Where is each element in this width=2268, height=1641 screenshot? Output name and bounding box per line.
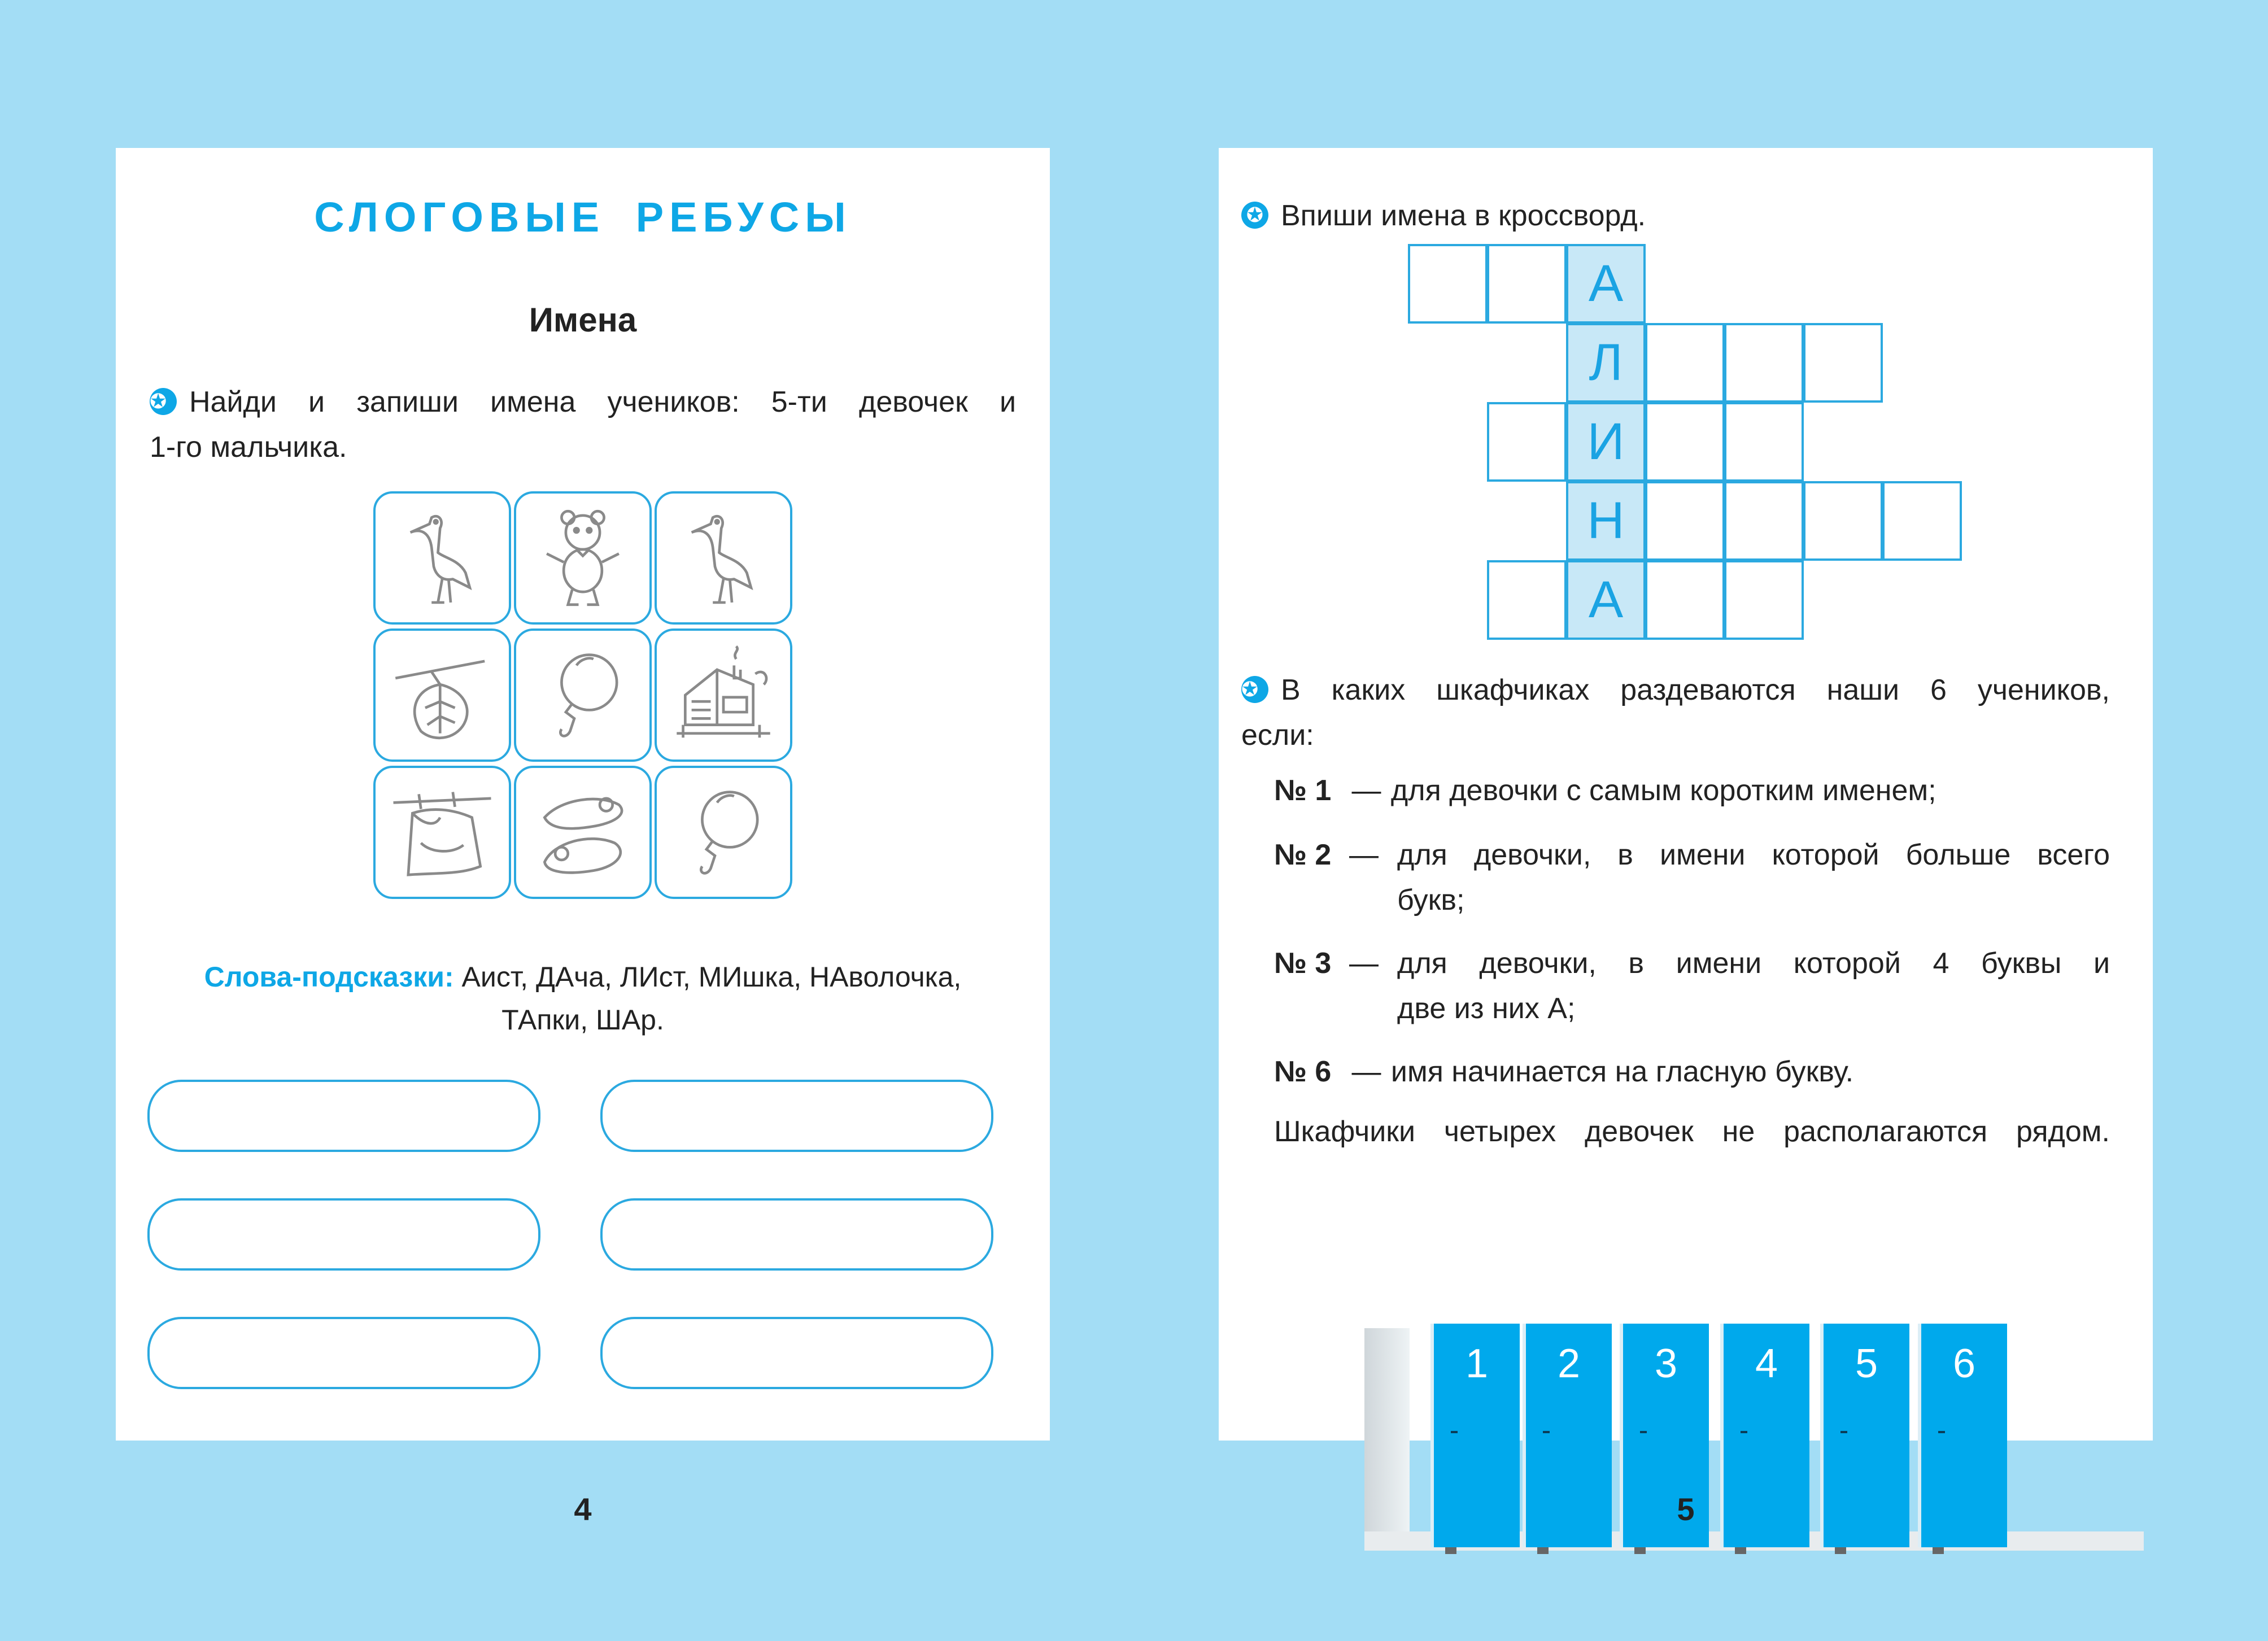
answer-field[interactable] bbox=[600, 1317, 993, 1389]
locker-1[interactable]: 1 bbox=[1430, 1324, 1520, 1547]
crossword-cell[interactable] bbox=[1645, 323, 1725, 403]
locker-note: Шкафчики четырех девочек не располагаются рядом. bbox=[1274, 1115, 2110, 1148]
answer-field[interactable] bbox=[147, 1080, 540, 1152]
page-number: 4 bbox=[574, 1491, 592, 1527]
page-title: СЛОГОВЫЕ РЕБУСЫ bbox=[314, 194, 852, 241]
pillowcase-icon bbox=[373, 766, 511, 899]
crossword-key-cell: И bbox=[1566, 402, 1646, 482]
crossword-cell[interactable] bbox=[1645, 560, 1725, 640]
teddy-bear-icon bbox=[514, 491, 652, 625]
locker-6[interactable]: 6 bbox=[1918, 1324, 2007, 1547]
crossword-cell[interactable] bbox=[1882, 481, 1962, 561]
balloon-icon bbox=[514, 629, 652, 762]
answer-field[interactable] bbox=[147, 1198, 540, 1271]
crossword-cell[interactable] bbox=[1487, 244, 1567, 324]
leaf-icon bbox=[373, 629, 511, 762]
rule-2: № 2 — для девочки, в имени которой больше всего букв; bbox=[1274, 839, 2110, 916]
hint-words: Слова-подсказки: Аист, ДАча, ЛИст, МИшка, НАволочка, ТАпки, ШАр. bbox=[204, 961, 962, 1036]
crossword-cell[interactable] bbox=[1487, 560, 1567, 640]
stork-icon bbox=[373, 491, 511, 625]
crossword-cell[interactable] bbox=[1645, 402, 1725, 482]
locker-4[interactable]: 4 bbox=[1720, 1324, 1809, 1547]
locker-task: ✪ В каких шкафчиках раздеваются наши 6 учеников, если: bbox=[1241, 674, 2110, 752]
locker-3[interactable]: 3 bbox=[1620, 1324, 1709, 1547]
locker-handle-icon bbox=[1938, 1431, 1945, 1433]
answer-field[interactable] bbox=[600, 1198, 993, 1271]
star-icon: ✪ bbox=[1241, 202, 1268, 229]
answer-field[interactable] bbox=[147, 1317, 540, 1389]
rule-1: № 1 — для девочки с самым коротким именем; bbox=[1274, 774, 1936, 807]
locker-5[interactable]: 5 bbox=[1820, 1324, 1909, 1547]
balloon-icon bbox=[655, 766, 792, 899]
crossword-key-cell: А bbox=[1566, 560, 1646, 640]
crossword-cell[interactable] bbox=[1645, 481, 1725, 561]
crossword-task: ✪ Впиши имена в кроссворд. bbox=[1241, 193, 1646, 238]
answer-field[interactable] bbox=[600, 1080, 993, 1152]
crossword-cell[interactable] bbox=[1724, 323, 1804, 403]
rebus-grid bbox=[373, 491, 792, 899]
star-icon: ✪ bbox=[1241, 676, 1268, 703]
right-page bbox=[1219, 148, 2153, 1441]
locker-handle-icon bbox=[1543, 1431, 1550, 1433]
crossword-key-cell: А bbox=[1566, 244, 1646, 324]
crossword-key-cell: Л bbox=[1566, 323, 1646, 403]
crossword-grid bbox=[1408, 244, 2046, 645]
rule-6: № 6 — имя начинается на гласную букву. bbox=[1274, 1055, 1854, 1088]
crossword-key-cell: Н bbox=[1566, 481, 1646, 561]
rule-3: № 3 — для девочки, в имени которой 4 буквы и две из них А; bbox=[1274, 947, 2110, 1025]
hint-label: Слова-подсказки: bbox=[204, 961, 454, 993]
star-icon: ✪ bbox=[150, 388, 177, 415]
locker-handle-icon bbox=[1741, 1431, 1747, 1433]
slippers-icon bbox=[514, 766, 652, 899]
crossword-cell[interactable] bbox=[1724, 402, 1804, 482]
locker-handle-icon bbox=[1840, 1431, 1847, 1433]
left-page bbox=[116, 148, 1050, 1441]
locker-handle-icon bbox=[1640, 1431, 1647, 1433]
crossword-cell[interactable] bbox=[1803, 323, 1883, 403]
locker-handle-icon bbox=[1451, 1431, 1458, 1433]
house-icon bbox=[655, 629, 792, 762]
crossword-cell[interactable] bbox=[1487, 402, 1567, 482]
crossword-cell[interactable] bbox=[1724, 481, 1804, 561]
task-text: ✪ Найди и запиши имена учеников: 5-ти девочек и 1-го мальчика. bbox=[150, 386, 1016, 464]
page-number: 5 bbox=[1677, 1491, 1695, 1527]
locker-2[interactable]: 2 bbox=[1523, 1324, 1612, 1547]
crossword-cell[interactable] bbox=[1724, 560, 1804, 640]
crossword-cell[interactable] bbox=[1803, 481, 1883, 561]
stork-icon bbox=[655, 491, 792, 625]
crossword-cell[interactable] bbox=[1408, 244, 1488, 324]
section-subtitle: Имена bbox=[529, 301, 637, 339]
